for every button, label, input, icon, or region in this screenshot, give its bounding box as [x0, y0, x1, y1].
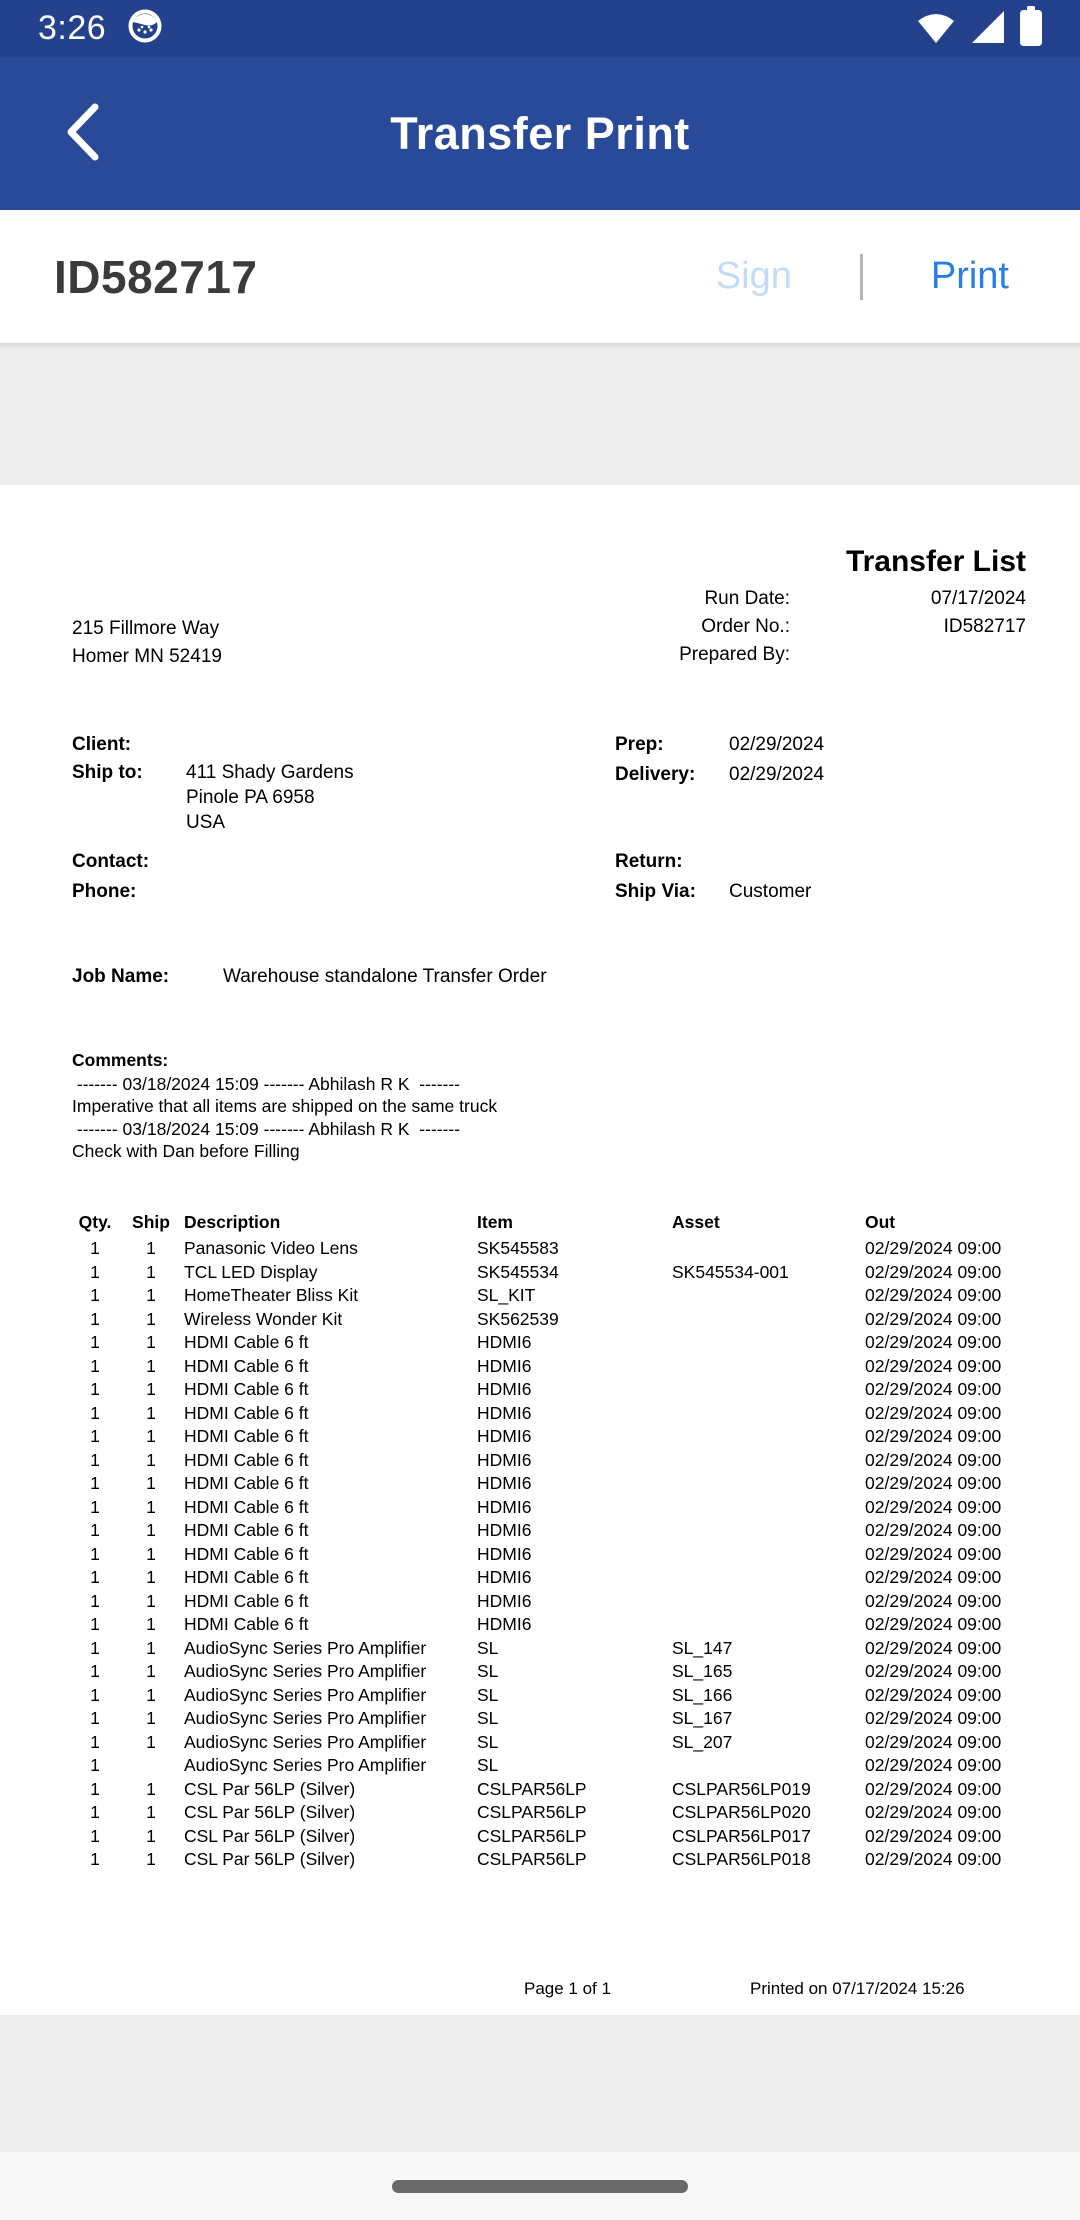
- table-cell: 02/29/2024 09:00: [865, 1402, 1002, 1423]
- ship-via-label: Ship Via:: [615, 881, 696, 902]
- system-nav-bar: [0, 2152, 1080, 2220]
- table-cell: SK545583: [477, 1238, 559, 1259]
- table-cell: 02/29/2024 09:00: [865, 1778, 1002, 1799]
- table-cell: 1: [90, 1543, 100, 1564]
- table-cell: CSL Par 56LP (Silver): [184, 1778, 356, 1799]
- table-cell: Panasonic Video Lens: [184, 1238, 358, 1259]
- table-cell: HDMI6: [477, 1590, 532, 1611]
- status-time: 3:26: [38, 9, 107, 47]
- table-cell: HDMI Cable 6 ft: [184, 1426, 309, 1447]
- table-cell: 02/29/2024 09:00: [865, 1379, 1002, 1400]
- table-cell: 02/29/2024 09:00: [865, 1567, 1002, 1588]
- table-cell: TCL LED Display: [184, 1261, 318, 1282]
- table-cell: 1: [90, 1285, 100, 1306]
- order-toolbar: [0, 210, 1080, 343]
- table-cell: CSLPAR56LP019: [672, 1778, 811, 1799]
- table-cell: CSLPAR56LP: [477, 1778, 587, 1799]
- company-address: [72, 615, 222, 671]
- table-cell: 02/29/2024 09:00: [865, 1755, 1002, 1776]
- table-cell: CSLPAR56LP: [477, 1849, 587, 1870]
- table-header-cell: Qty.: [78, 1211, 112, 1232]
- table-cell: SL_165: [672, 1661, 733, 1682]
- table-cell: AudioSync Series Pro Amplifier: [184, 1637, 427, 1658]
- run-date-value: 07/17/2024: [930, 588, 1026, 609]
- table-cell: HDMI Cable 6 ft: [184, 1402, 309, 1423]
- table-cell: HomeTheater Bliss Kit: [184, 1285, 359, 1306]
- table-cell: 1: [90, 1238, 100, 1259]
- table-row: [72, 1707, 1026, 1731]
- table-cell: HDMI6: [477, 1567, 532, 1588]
- table-row: [72, 1637, 1026, 1661]
- table-cell: 1: [90, 1355, 100, 1376]
- table-row: [72, 1449, 1026, 1473]
- table-row: [72, 1825, 1026, 1849]
- delivery-label: Delivery:: [615, 764, 696, 785]
- delivery-value: 02/29/2024: [729, 764, 825, 785]
- table-cell: CSL Par 56LP (Silver): [184, 1825, 356, 1846]
- ship-to-line: USA: [186, 812, 226, 833]
- table-cell: 02/29/2024 09:00: [865, 1661, 1002, 1682]
- table-cell: SL_207: [672, 1731, 733, 1752]
- table-cell: 1: [90, 1590, 100, 1611]
- table-cell: HDMI Cable 6 ft: [184, 1355, 309, 1376]
- battery-icon: [1020, 6, 1042, 51]
- wifi-icon: [914, 7, 958, 50]
- preview-background-top: [0, 343, 1080, 485]
- table-body: [72, 1237, 1026, 1872]
- table-cell: HDMI Cable 6 ft: [184, 1449, 309, 1470]
- app-bar: [0, 57, 1080, 210]
- table-cell: HDMI Cable 6 ft: [184, 1473, 309, 1494]
- ship-to-label: Ship to:: [72, 762, 143, 783]
- order-no-row: [679, 613, 1026, 641]
- table-cell: 1: [90, 1755, 100, 1776]
- order-id: ID582717: [54, 250, 258, 303]
- contact-label: Contact:: [72, 851, 150, 872]
- table-cell: SL: [477, 1684, 499, 1705]
- table-cell: SL: [477, 1755, 499, 1776]
- comments-block: [72, 1047, 497, 1163]
- table-row: [72, 1261, 1026, 1285]
- table-cell: 02/29/2024 09:00: [865, 1637, 1002, 1658]
- table-cell: AudioSync Series Pro Amplifier: [184, 1661, 427, 1682]
- document-footer: [0, 1977, 1080, 2001]
- table-row: [72, 1801, 1026, 1825]
- table-header-cell: Out: [865, 1211, 896, 1232]
- table-cell: 02/29/2024 09:00: [865, 1285, 1002, 1306]
- back-icon: [59, 97, 105, 170]
- document-page: [0, 485, 1080, 2015]
- table-cell: HDMI6: [477, 1449, 532, 1470]
- table-header-cell: Asset: [672, 1211, 720, 1232]
- table-cell: CSLPAR56LP: [477, 1802, 587, 1823]
- table-row: [72, 1848, 1026, 1872]
- table-cell: 02/29/2024 09:00: [865, 1802, 1002, 1823]
- table-cell: CSLPAR56LP018: [672, 1849, 811, 1870]
- table-cell: 02/29/2024 09:00: [865, 1590, 1002, 1611]
- table-cell: 1: [146, 1379, 156, 1400]
- table-row: [72, 1402, 1026, 1426]
- table-cell: 1: [146, 1238, 156, 1259]
- table-row: [72, 1378, 1026, 1402]
- status-bar: [0, 0, 1080, 57]
- job-name-value: Warehouse standalone Transfer Order: [223, 966, 547, 987]
- table-cell: 02/29/2024 09:00: [865, 1261, 1002, 1282]
- order-no-label: Order No.:: [701, 616, 790, 637]
- table-cell: 1: [146, 1825, 156, 1846]
- table-cell: 02/29/2024 09:00: [865, 1496, 1002, 1517]
- table-cell: HDMI Cable 6 ft: [184, 1614, 309, 1635]
- table-cell: 1: [90, 1332, 100, 1353]
- print-button[interactable]: Print: [930, 255, 1009, 297]
- return-label: Return:: [615, 851, 683, 872]
- table-cell: SL: [477, 1731, 499, 1752]
- table-cell: HDMI Cable 6 ft: [184, 1567, 309, 1588]
- table-cell: 1: [90, 1637, 100, 1658]
- table-cell: 1: [90, 1308, 100, 1329]
- items-table: [72, 1209, 1026, 1872]
- table-cell: 1: [90, 1473, 100, 1494]
- table-row: [72, 1425, 1026, 1449]
- back-button[interactable]: [52, 99, 112, 169]
- table-cell: 1: [90, 1778, 100, 1799]
- toolbar-divider: [860, 254, 863, 300]
- contact-phone-block: [72, 847, 149, 907]
- table-cell: 1: [90, 1614, 100, 1635]
- table-cell: 1: [146, 1567, 156, 1588]
- table-row: [72, 1519, 1026, 1543]
- document-header: [679, 545, 1026, 669]
- table-row: [72, 1496, 1026, 1520]
- ship-via-value: Customer: [729, 881, 812, 902]
- table-cell: 1: [146, 1708, 156, 1729]
- table-cell: AudioSync Series Pro Amplifier: [184, 1755, 427, 1776]
- table-cell: SL: [477, 1661, 499, 1682]
- job-name-label: Job Name:: [72, 966, 170, 987]
- table-cell: HDMI Cable 6 ft: [184, 1543, 309, 1564]
- table-cell: SL: [477, 1637, 499, 1658]
- table-cell: SL_167: [672, 1708, 733, 1729]
- table-row: [72, 1754, 1026, 1778]
- table-row: [72, 1613, 1026, 1637]
- table-row: [72, 1660, 1026, 1684]
- table-cell: 1: [90, 1426, 100, 1447]
- table-cell: HDMI6: [477, 1543, 532, 1564]
- table-cell: AudioSync Series Pro Amplifier: [184, 1731, 427, 1752]
- table-header-cell: Item: [477, 1211, 513, 1232]
- table-cell: 1: [90, 1684, 100, 1705]
- table-cell: 1: [146, 1731, 156, 1752]
- table-cell: CSLPAR56LP017: [672, 1825, 811, 1846]
- table-header-cell: Description: [184, 1211, 281, 1232]
- table-cell: 1: [90, 1520, 100, 1541]
- table-cell: 1: [146, 1355, 156, 1376]
- table-cell: AudioSync Series Pro Amplifier: [184, 1708, 427, 1729]
- page-number: Page 1 of 1: [524, 1979, 611, 1998]
- table-cell: 1: [146, 1684, 156, 1705]
- table-row: [72, 1355, 1026, 1379]
- page-title: Transfer Print: [390, 107, 690, 159]
- table-cell: 1: [146, 1261, 156, 1282]
- table-cell: CSLPAR56LP: [477, 1825, 587, 1846]
- table-cell: 1: [146, 1496, 156, 1517]
- table-cell: 1: [90, 1731, 100, 1752]
- printed-timestamp: Printed on 07/17/2024 15:26: [750, 1979, 965, 1998]
- table-cell: HDMI6: [477, 1402, 532, 1423]
- table-cell: 1: [146, 1449, 156, 1470]
- table-cell: HDMI Cable 6 ft: [184, 1496, 309, 1517]
- table-cell: CSL Par 56LP (Silver): [184, 1802, 356, 1823]
- table-cell: 1: [146, 1543, 156, 1564]
- table-cell: 02/29/2024 09:00: [865, 1825, 1002, 1846]
- document-title: Transfer List: [845, 545, 1026, 578]
- ship-to-line: 411 Shady Gardens: [186, 762, 354, 783]
- return-shipvia-block: [615, 847, 811, 907]
- table-row: [72, 1308, 1026, 1332]
- table-row: [72, 1684, 1026, 1708]
- table-cell: 1: [90, 1802, 100, 1823]
- table-row: [72, 1778, 1026, 1802]
- table-row: [72, 1566, 1026, 1590]
- table-cell: 02/29/2024 09:00: [865, 1308, 1002, 1329]
- table-cell: SL_166: [672, 1684, 733, 1705]
- table-header-row: [72, 1209, 1026, 1235]
- table-cell: SK562539: [477, 1308, 559, 1329]
- table-cell: 1: [146, 1285, 156, 1306]
- table-cell: 02/29/2024 09:00: [865, 1849, 1002, 1870]
- table-row: [72, 1331, 1026, 1355]
- table-cell: 1: [146, 1802, 156, 1823]
- table-cell: 1: [90, 1708, 100, 1729]
- table-cell: 1: [146, 1473, 156, 1494]
- table-cell: 1: [90, 1825, 100, 1846]
- table-cell: 02/29/2024 09:00: [865, 1520, 1002, 1541]
- run-date-label: Run Date:: [704, 588, 790, 609]
- table-cell: CSL Par 56LP (Silver): [184, 1849, 356, 1870]
- table-cell: HDMI Cable 6 ft: [184, 1520, 309, 1541]
- address-line: 215 Fillmore Way: [72, 618, 220, 639]
- table-header-cell: Ship: [132, 1211, 170, 1232]
- table-cell: 1: [146, 1520, 156, 1541]
- table-cell: Wireless Wonder Kit: [184, 1308, 343, 1329]
- nav-handle[interactable]: [392, 2180, 688, 2193]
- table-row: [72, 1472, 1026, 1496]
- table-cell: 02/29/2024 09:00: [865, 1332, 1002, 1353]
- table-cell: HDMI Cable 6 ft: [184, 1590, 309, 1611]
- table-cell: HDMI6: [477, 1426, 532, 1447]
- comment-line: ------- 03/18/2024 15:09 ------- Abhilash R K -------: [72, 1118, 461, 1139]
- comment-line: Imperative that all items are shipped on the same truck: [72, 1096, 498, 1117]
- table-cell: 1: [90, 1402, 100, 1423]
- table-cell: SL: [477, 1708, 499, 1729]
- table-cell: SK545534: [477, 1261, 559, 1282]
- table-cell: 02/29/2024 09:00: [865, 1355, 1002, 1376]
- phone-label: Phone:: [72, 881, 137, 902]
- comment-line: ------- 03/18/2024 15:09 ------- Abhilash R K -------: [72, 1074, 461, 1094]
- client-shipto-block: [72, 730, 354, 835]
- table-cell: SL_KIT: [477, 1285, 536, 1306]
- table-cell: HDMI6: [477, 1520, 532, 1541]
- prep-delivery-block: [615, 730, 824, 790]
- table-cell: 02/29/2024 09:00: [865, 1449, 1002, 1470]
- job-name-row: [72, 963, 547, 991]
- table-row: [72, 1590, 1026, 1614]
- table-cell: HDMI6: [477, 1496, 532, 1517]
- table-row: [72, 1543, 1026, 1567]
- table-cell: 02/29/2024 09:00: [865, 1426, 1002, 1447]
- ship-to-line: Pinole PA 6958: [186, 787, 315, 808]
- table-cell: 1: [90, 1567, 100, 1588]
- table-cell: 1: [90, 1379, 100, 1400]
- prepared-by-row: [679, 641, 1026, 669]
- table-cell: 02/29/2024 09:00: [865, 1238, 1002, 1259]
- comments-label: Comments:: [72, 1050, 169, 1070]
- table-cell: SL_147: [672, 1637, 733, 1658]
- return-value: [729, 847, 811, 877]
- address-line: Homer MN 52419: [72, 646, 222, 667]
- table-cell: 1: [146, 1778, 156, 1799]
- order-no-value: ID582717: [943, 616, 1026, 637]
- table-cell: 1: [146, 1426, 156, 1447]
- table-cell: HDMI6: [477, 1379, 532, 1400]
- table-cell: 1: [146, 1590, 156, 1611]
- table-cell: SK545534-001: [672, 1261, 789, 1282]
- sign-button[interactable]: Sign: [715, 255, 792, 297]
- table-cell: HDMI Cable 6 ft: [184, 1379, 309, 1400]
- table-cell: 1: [146, 1308, 156, 1329]
- prep-label: Prep:: [615, 734, 664, 755]
- table-row: [72, 1731, 1026, 1755]
- cellular-signal-icon: [970, 7, 1008, 50]
- run-date-row: [679, 585, 1026, 613]
- comment-line: Check with Dan before Filling: [72, 1141, 300, 1162]
- table-cell: 1: [146, 1332, 156, 1353]
- table-cell: 1: [90, 1849, 100, 1870]
- table-cell: 02/29/2024 09:00: [865, 1684, 1002, 1705]
- table-cell: 1: [90, 1449, 100, 1470]
- client-label: Client:: [72, 734, 132, 755]
- table-cell: 1: [90, 1496, 100, 1517]
- table-cell: 1: [146, 1849, 156, 1870]
- table-cell: AudioSync Series Pro Amplifier: [184, 1684, 427, 1705]
- table-cell: 1: [146, 1637, 156, 1658]
- preview-background-bottom: [0, 2015, 1080, 2152]
- table-cell: 02/29/2024 09:00: [865, 1708, 1002, 1729]
- table-cell: 02/29/2024 09:00: [865, 1731, 1002, 1752]
- table-cell: 1: [146, 1661, 156, 1682]
- table-cell: 02/29/2024 09:00: [865, 1614, 1002, 1635]
- notification-icon: [128, 9, 162, 48]
- table-cell: CSLPAR56LP020: [672, 1802, 811, 1823]
- table-row: [72, 1284, 1026, 1308]
- table-row: [72, 1237, 1026, 1261]
- table-cell: 1: [90, 1661, 100, 1682]
- table-cell: 1: [146, 1402, 156, 1423]
- prepared-by-value: [790, 641, 1026, 669]
- table-cell: HDMI6: [477, 1355, 532, 1376]
- table-cell: HDMI6: [477, 1614, 532, 1635]
- prep-value: 02/29/2024: [729, 734, 825, 755]
- prepared-by-label: Prepared By:: [679, 644, 790, 665]
- table-cell: 1: [90, 1261, 100, 1282]
- toolbar-actions: [716, 254, 1009, 300]
- table-cell: 1: [146, 1614, 156, 1635]
- table-cell: HDMI6: [477, 1473, 532, 1494]
- table-cell: HDMI Cable 6 ft: [184, 1332, 309, 1353]
- table-cell: 02/29/2024 09:00: [865, 1543, 1002, 1564]
- table-cell: 02/29/2024 09:00: [865, 1473, 1002, 1494]
- table-cell: HDMI6: [477, 1332, 532, 1353]
